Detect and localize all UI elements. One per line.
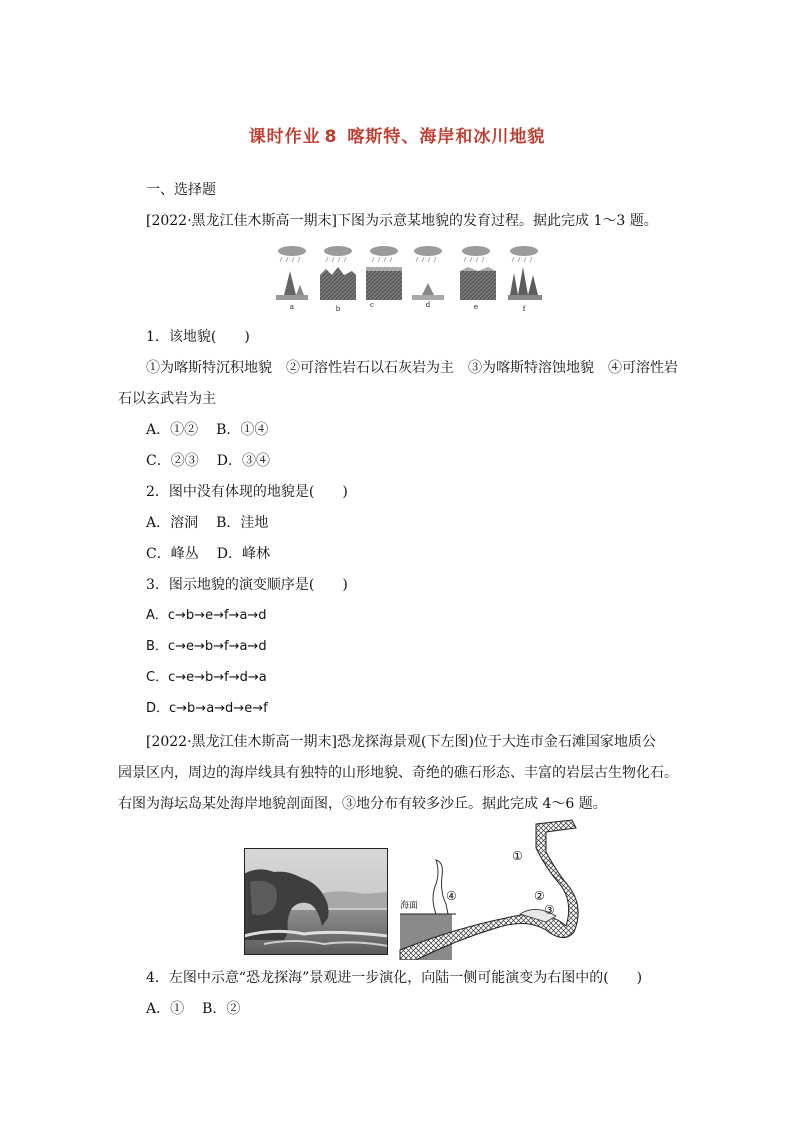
stage-label-b: b bbox=[335, 305, 341, 313]
q2-option-d[interactable]: D．峰林 bbox=[216, 546, 270, 562]
group2-intro-line2: 园景区内，周边的海岸线具有独特的山形地貌、奇绝的礁石形态、丰富的岩层古生物化石。 bbox=[118, 765, 678, 781]
group2-intro-line1: [2022·黑龙江佳木斯高一期末]恐龙探海景观(下左图)位于大连市金石滩国家地质公 bbox=[146, 734, 656, 750]
sea-surface-label: 海面 bbox=[400, 901, 419, 911]
q2-options-row1 bbox=[146, 513, 268, 533]
q2-options-row2 bbox=[146, 544, 270, 564]
stage-label-f: f bbox=[522, 305, 526, 313]
page-title bbox=[0, 122, 794, 147]
stage-c-graphic bbox=[366, 267, 402, 300]
q2-option-b[interactable]: B．洼地 bbox=[216, 515, 269, 531]
karst-development-figure bbox=[274, 245, 552, 315]
q1-option-a[interactable]: A．①② bbox=[146, 422, 199, 438]
q1-option-c[interactable]: C．②③ bbox=[146, 453, 199, 469]
stage-label-e: e bbox=[473, 303, 479, 311]
stage-e-graphic bbox=[460, 267, 496, 300]
q2-stem: 2．图中没有体现的地貌是( ) bbox=[146, 484, 348, 500]
title-number: 8 bbox=[324, 127, 338, 147]
q1-stem: 1．该地貌( ) bbox=[146, 329, 250, 345]
q2-option-c[interactable]: C．峰丛 bbox=[146, 546, 199, 562]
q4-option-b[interactable]: B．② bbox=[202, 1001, 241, 1017]
profile-label-1: ① bbox=[512, 849, 523, 863]
group1-intro: [2022·黑龙江佳木斯高一期末]下图为示意某地貌的发育过程。据此完成 1～3 题。 bbox=[146, 213, 658, 229]
sea-arch-photo bbox=[244, 848, 388, 955]
group2-intro-line3: 右图为海坛岛某处海岸地貌剖面图，③地分布有较多沙丘。据此完成 4～6 题。 bbox=[118, 796, 607, 812]
q3-option-a[interactable]: A．c→b→e→f→a→d bbox=[146, 608, 267, 623]
rain-cloud-icon bbox=[278, 246, 538, 262]
stage-a-graphic bbox=[276, 271, 308, 300]
title-prefix: 课时作业 bbox=[248, 127, 321, 147]
q4-options-row1 bbox=[146, 999, 240, 1019]
stage-b-graphic bbox=[320, 267, 356, 300]
profile-label-4: ④ bbox=[446, 889, 457, 903]
q1-option-d[interactable]: D．③④ bbox=[216, 453, 270, 469]
q3-stem: 3．图示地貌的演变顺序是( ) bbox=[146, 577, 348, 593]
q3-option-c[interactable]: C．c→e→b→f→d→a bbox=[146, 670, 267, 685]
coastal-profile-diagram bbox=[396, 818, 582, 960]
profile-label-3: ③ bbox=[544, 903, 555, 917]
q1-option-b[interactable]: B．①④ bbox=[216, 422, 269, 438]
section-heading: 一、选择题 bbox=[146, 182, 216, 198]
profile-label-2: ② bbox=[534, 889, 545, 903]
stage-label-d: d bbox=[425, 301, 431, 309]
stage-d-graphic bbox=[412, 283, 444, 300]
q1-options-row1 bbox=[146, 420, 268, 440]
q1-statements-line1: ①为喀斯特沉积地貌 ②可溶性岩石以石灰岩为主 ③为喀斯特溶蚀地貌 ④可溶性岩 bbox=[146, 360, 678, 376]
q4-stem: 4．左图中示意“恐龙探海”景观进一步演化，向陆一侧可能演变为右图中的( ) bbox=[146, 970, 643, 986]
q3-option-b[interactable]: B．c→e→b→f→a→d bbox=[146, 639, 267, 654]
q2-option-a[interactable]: A．溶洞 bbox=[146, 515, 199, 531]
q1-options-row2 bbox=[146, 451, 270, 471]
q3-option-d[interactable]: D．c→b→a→d→e→f bbox=[146, 701, 268, 716]
title-topic: 喀斯特、海岸和冰川地貌 bbox=[347, 127, 546, 147]
q1-statements-line2: 石以玄武岩为主 bbox=[118, 391, 216, 407]
stage-f-graphic bbox=[508, 267, 542, 300]
q4-option-a[interactable]: A．① bbox=[146, 1001, 185, 1017]
stage-label-c: c bbox=[370, 301, 374, 309]
stage-label-a: a bbox=[289, 303, 295, 311]
